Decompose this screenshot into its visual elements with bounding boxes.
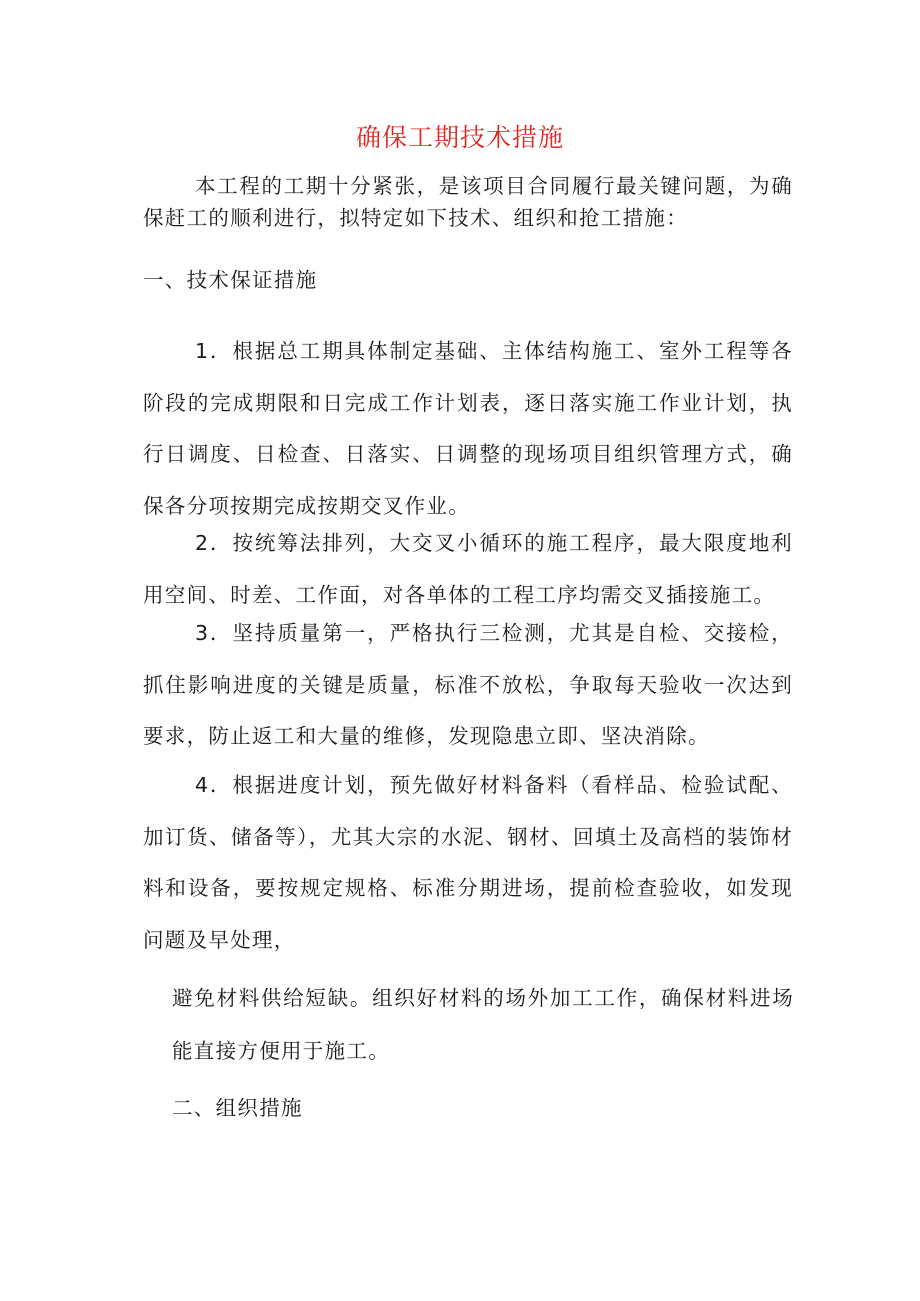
measure-item-2: 2．按统筹法排列，大交叉小循环的施工程序，最大限度地利用空间、时差、工作面，对各单体的工程工序均需交叉插接施工。 [143, 531, 793, 607]
continuation-paragraph: 避免材料供给短缺。组织好材料的场外加工工作，确保材料进场能直接方便用于施工。 [172, 986, 794, 1063]
document-title: 确保工期技术措施 [355, 123, 564, 152]
measure-item-1: 1．根据总工期具体制定基础、主体结构施工、室外工程等各阶段的完成期限和日完成工作计划表，逐日落实施工作业计划，执行日调度、日检查、日落实、日调整的现场项目组织管理方式，确保各分项按期完成按期交叉作业。 [143, 339, 793, 518]
section-heading-organization: 二、组织措施 [172, 1096, 303, 1120]
intro-paragraph: 本工程的工期十分紧张，是该项目合同履行最关键问题，为确保赶工的顺利进行，拟特定如下技术、组织和抢工措施： [143, 174, 793, 230]
section-heading-technical: 一、技术保证措施 [143, 268, 318, 292]
measure-item-3: 3．坚持质量第一，严格执行三检测，尤其是自检、交接检，抓住影响进度的关键是质量，标准不放松，争取每天验收一次达到要求，防止返工和大量的维修，发现隐患立即、坚决消除。 [143, 621, 793, 748]
measure-item-4: 4．根据进度计划，预先做好材料备料（看样品、检验试配、加订货、储备等），尤其大宗的水泥、钢材、回填土及高档的装饰材料和设备，要按规定规格、标准分期进场，提前检查验收，如发现问题及早处理， [143, 773, 793, 952]
